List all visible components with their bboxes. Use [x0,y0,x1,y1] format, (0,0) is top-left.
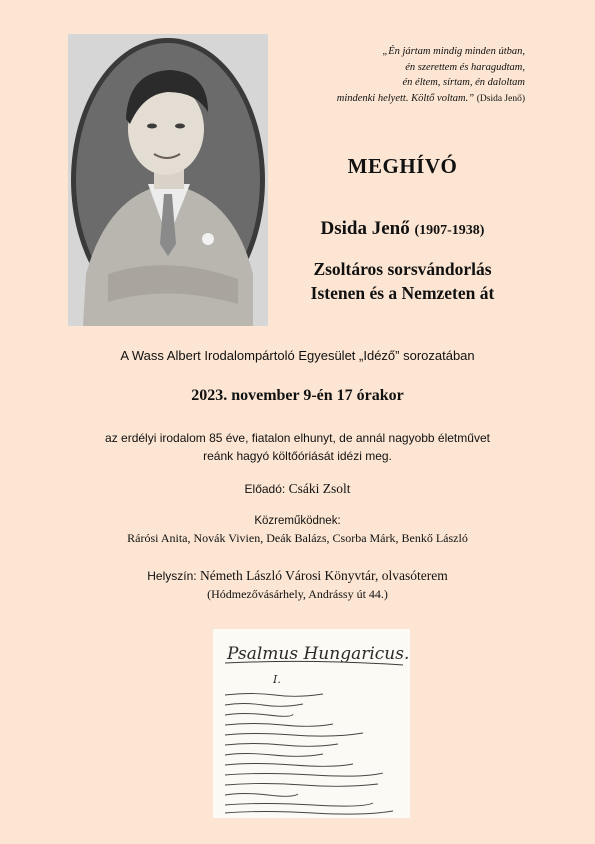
poet-portrait-photo [68,34,268,326]
venue-name: Németh László Városi Könyvtár, olvasóterem [199,568,448,583]
quote-author: (Dsida Jenő) [476,93,525,104]
lecturer-line [0,481,595,497]
lecturer-name: Csáki Zsolt [288,481,351,496]
quote-line: „Én jártam mindig minden útban, [382,46,525,57]
manuscript-image [213,629,410,818]
event-date-time: 2023. november 9-én 17 órakor [191,387,404,404]
quote-line-last [285,91,525,108]
venue-address: (Hódmezővásárhely, Andrássy út 44.) [207,587,388,601]
manuscript-numeral: I. [273,673,281,686]
invitation-title: MEGHÍVÓ [347,154,458,178]
poet-years: (1907-1938) [414,223,485,238]
series-text: A Wass Albert Irodalompártoló Egyesület „Idéző” sorozatában [120,348,475,363]
manuscript-heading: Psalmus Hungaricus. [227,644,410,664]
venue-line [0,568,595,584]
contributors-label: Közreműködnek: [254,515,341,527]
poem-quote [285,44,525,107]
lecture-title-line: Istenen és a Nemzeten át [310,283,495,303]
venue-label: Helyszín: [147,569,197,583]
description-line: az erdélyi irodalom 85 éve, fiatalon elhunyt, de annál nagyobb életművet [105,431,490,445]
quote-line: mindenki helyett. Költő voltam.” [336,92,475,104]
lecture-title-line: Zsoltáros sorsvándorlás [313,259,492,279]
quote-line: én szerettem és haragudtam, [405,61,525,73]
poet-name: Dsida Jenő [320,218,410,239]
poet-name-line [280,218,525,240]
contributors-names: Rárósi Anita, Novák Vivien, Deák Balázs, Csorba Márk, Benkő László [127,531,468,545]
lecture-title [280,257,525,305]
description-line: reánk hagyó költőóriását idézi meg. [203,449,392,463]
lecturer-label: Előadó: [244,482,286,496]
event-description [0,429,595,465]
quote-line: én éltem, sírtam, én daloltam [402,77,525,88]
